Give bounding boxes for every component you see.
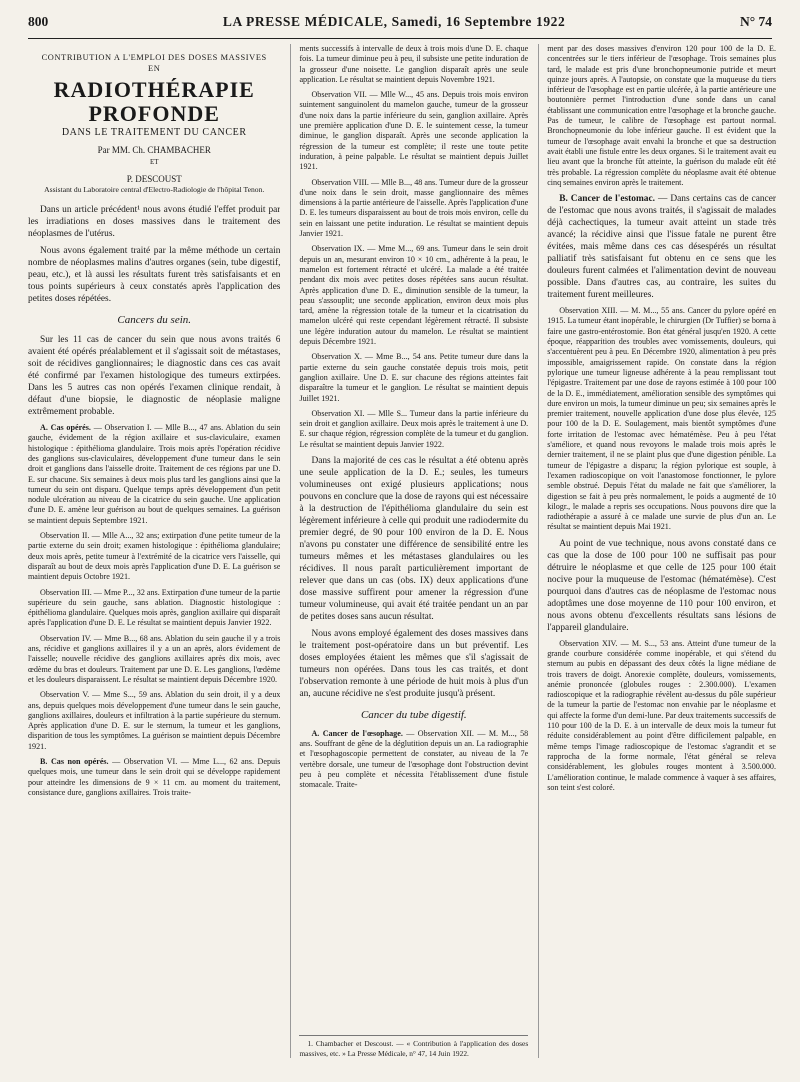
cas-non-operes-lead: B. Cas non opérés. <box>40 757 109 767</box>
article-columns <box>28 44 776 1058</box>
estomac-text: — Dans certains cas de cancer de l'estomac que nous avons traités, il s'agissait de malades déjà cachectiques, la tumeur avait atteint un stade très avancé; la récidive ainsi que l'issue fatale ne purent être évitées, mais même dans ces cas désespérés un résultat palliatif très satisfaisant fut obtenu en ce sens que les douleurs furent calmées et l'alimentation devint de nouveau possible. Dans d'autres cas, au contraire, les suites du traitement furent meilleures. <box>547 194 776 301</box>
article-kicker-en: EN <box>148 64 161 73</box>
intro-paragraph-2: Nous avons également traité par la même méthode un certain nombre de néoplasmes malins d'autres organes (sein, tube digestif, peau, etc.), et là aussi les résultats furent très satisfaisants et en tous points supérieurs à ceux constatés après l'application des petites doses répétées. <box>28 246 281 305</box>
observation-6-continued: ments successifs à intervalle de deux à trois mois d'une D. E. chaque fois. La tumeur diminue peu à peu, il subsiste une petite induration de la grosseur d'une noisette. Le ganglion disparaît après une seule application. Le résultat se maintient depuis Novembre 1921. <box>299 44 529 84</box>
estomac-paragraph <box>547 193 776 301</box>
column-1 <box>28 44 280 1058</box>
page-number: 800 <box>28 14 49 29</box>
section-heading-sein: Cancers du sein. <box>117 314 192 327</box>
article-et: ET <box>149 158 159 167</box>
journal-title: LA PRESSE MÉDICALE, Samedi, 16 Septembre 1922 <box>222 14 566 29</box>
section-heading-tube-digestif: Cancer du tube digestif. <box>360 708 467 721</box>
article-affiliation: Assistant du Laboratoire central d'Electro-Radiologie de l'hôpital Tenon. <box>44 184 265 194</box>
observation-1-text: — Observation I. — Mlle B..., 47 ans. Ablation du sein gauche, évidement de la région axillaire et sus-claviculaire, examen histologique : épithélioma glandulaire. Trois mois après l'opération récidive des ganglions sus-claviculaires, développement d'une tumeur dans le sein droit et ganglions dans l'aisselle droite. Traitement de ces régions par une D. E. sur chacune. Six semaines à deux mois plus tard les ganglions ainsi que la tumeur du sein ont disparu. Quelque temps après développement d'un petit nodule ulcération au niveau de la cicatrice du sein gauche. Une application d'une D. E. amène leur guérison au bout de quelques semaines. La guérison se maintient depuis Septembre 1921. <box>28 423 281 525</box>
page-header <box>28 14 772 39</box>
observation-12 <box>299 729 528 791</box>
observation-3: Observation III. — Mme P..., 32 ans. Extirpation d'une tumeur de la partie supérieure du sein gauche, sans ablation. Diagnostic histologique : épithélioma glandulaire. Quelques mois après, ganglion axillaire qui disparaît après l'application d'une D. E. Le résultat se maintient depuis Janvier 1922. <box>28 587 281 628</box>
oesophage-lead: A. Cancer de l'œsophage. <box>311 728 403 738</box>
observation-9: Observation IX. — Mme M..., 69 ans. Tumeur dans le sein droit depuis un an, mesurant environ 10 × 10 cm., adhérente à la peau, le mamelon est fortement rétracté et ulcéré. La malade a été traitée pendant dix mois avec petites doses répétées sans aucun résultat. Après application d'une D. E., diminution sensible de la tumeur, la peau s'assouplit; une seconde application, environ deux mois plus tard, amène la régression totale de la tumeur et la cicatrisation du mamelon ulcéré qui reste cependant légèrement rétracté. Il subsiste une légère induration autour du mamelon. Le résultat se maintient depuis Décembre 1921. <box>299 244 529 347</box>
employe-paragraph: Nous avons employé également des doses massives dans le traitement post-opératoire dans un but préventif. Les doses employées étaient les mêmes que s'il s'agissait de tumeurs non opérées. Dans tous les cas traités, et dont l'observation remonte à une période de huit mois à plus d'un an, aucune récidive ne s'est produite jusqu'à présent. <box>299 628 529 699</box>
cas-operes-lead: A. Cas opérés. <box>40 423 91 433</box>
article-subtitle: DANS LE TRAITEMENT DU CANCER <box>61 127 247 138</box>
observation-6-text: — Observation VI. — Mme L..., 62 ans. Depuis quelques mois, une tumeur dans le sein droit qui se développe rapidement pour atteindre les dimensions de 9 × 11 cm. au moment du traitement, consistance dure, ganglions axillaires. Trois traite- <box>28 757 281 797</box>
sein-intro-paragraph: Sur les 11 cas de cancer du sein que nous avons traités 6 avaient été opérés préalablement et il s'agissait soit de métastases, soit de récidives ganglionnaires; le diagnostic dans ces cas avait été confirmé par l'examen histologique des tumeurs extirpées. Dans les 5 autres cas non opérés l'examen clinique rendait, à défaut d'une biopsie, le diagnostic de néoplasie maligne extrêmement probable. <box>28 335 281 418</box>
column-2 <box>290 44 528 1058</box>
intro-paragraph-1: Dans un article précédent¹ nous avons étudié l'effet produit par les irradiations en doses massives dans le traitement des néoplasmes de l'utérus. <box>28 205 281 240</box>
observation-8: Observation VIII. — Mlle B..., 48 ans. Tumeur dure de la grosseur d'une noix dans le sein droit, masse ganglionnaire des mêmes dimensions à la partie antérieure de l'aisselle. Après l'application d'une D. E. les tumeurs disparaissent au bout de trois mois environ, celle du sein en laissant une petite induration. Le résultat se maintient depuis Janvier 1921. <box>299 177 529 239</box>
observation-12-text: — Observation XII. — M. M..., 58 ans. Souffrant de gêne de la déglutition depuis un an. La radiographie et l'œsophagoscopie permettent de constater, au niveau de la 7e vertèbre dorsale, une tumeur de l'œsophage dont l'obstruction devint peu à peu complète et nécessita l'établissement d'une fistule stomacale. Traite- <box>299 728 529 790</box>
article-title: RADIOTHÉRAPIE PROFONDE <box>53 77 255 126</box>
estomac-lead: B. Cancer de l'estomac. <box>559 194 655 205</box>
article-kicker: CONTRIBUTION A L'EMPLOI DES DOSES MASSIVES <box>41 53 267 62</box>
observation-1 <box>28 423 280 526</box>
article-title-block <box>28 52 280 194</box>
footnote <box>299 1035 528 1058</box>
issue-number: N° 74 <box>739 14 772 29</box>
observation-4: Observation IV. — Mme B..., 68 ans. Ablation du sein gauche il y a trois ans, récidive et ganglions axillaires il y a un an après, alors évidement de l'aisselle; nouvelle récidive des ganglions axillaires après dix mois, avec œdème du bras et douleurs. Traitement par une D. E. Les ganglions, l'œdème et les douleurs disparaissent. Le résultat se maintient depuis Décembre 1920. <box>28 633 281 684</box>
article-authors: Par MM. Ch. CHAMBACHER <box>97 144 211 155</box>
technique-paragraph: Au point de vue technique, nous avons constaté dans ce cas que la dose de 100 pour 100 ne suffisait pas pour détruire le néoplasme et que celle de 125 pour 100 était nocive pour la muqueuse de l'estomac (hématémèse). C'est pourquoi dans d'autres cas de néoplasme de l'estomac nous adoptâmes une dose moyenne de 110 pour 100 environ, et nous avons obtenu d'excellents résultats sans lésions de l'appareil glandulaire. <box>547 538 776 633</box>
column-3 <box>538 44 776 1058</box>
observation-12-continued: ment par des doses massives d'environ 120 pour 100 de la D. E. concentrées sur le tiers inférieur de l'œsophage. Trois semaines plus tard, le malade est pris d'une bronchopneumonie putride et meurt quinze jours après. A l'autopsie, on constate que la muqueuse du tiers inférieur de l'œsophage est en partie ulcérée, à la partie antérieure une boutonnière permet l'introduction d'une sonde dans un canal établissant une communication entre l'œsophage et la bronche gauche. Pas de tumeur, le calibre de l'œsophage est partout normal. Bronchopneumonie du lobe inférieur gauche. Il est évident que la tumeur de l'œsophage avait envahi la bronche et que sa destruction avait établi une fistule entre les deux organes. Si le traitement avait eu lieu avant que la bronche fût atteinte, la guérison du malade eût été très probable. La régression complète du néoplasme avait été obtenue cinq semaines environ après le traitement. <box>547 44 776 187</box>
observation-13: Observation XIII. — M. M..., 55 ans. Cancer du pylore opéré en 1915. La tumeur étant inopérable, le chirurgien (Dr Tuffier) se borna à faire une gastro-entérostomie. Bon état général jusqu'en 1920. A cette époque, réapparition des troubles avec vomissements, douleurs, qui s'accentuèrent peu à peu. En Décembre 1920, alimentation à peu près impossible, amaigrissement rapide. On constate dans la région pylorique une tumeur ligneuse adhérente à la peau remplissant tout l'épigastre. Traitement par une dose de rayons estimée à 100 pour 100 de la D. E., immédiatement, amélioration sensible des symptômes qui dure environ un mois, la tumeur diminue un peu; six semaines après le premier traitement, nouvelle application d'une dose plus élevée, 125 pour 100 de la D. E. Soulagement, mais bientôt symptômes d'une forte irritation de l'estomac avec hématémèse. Peu à peu l'état s'améliore, et quand nous revoyons le malade trois mois après le dernier traitement, il ne se plaint plus que d'une digestion pénible. La tumeur de l'épigastre a disparu; la région pylorique est souple, à l'examen radioscopique on voit l'anastomose fonctionner, le pylore semble obstrué. Depuis l'état du malade ne fait que s'améliorer, la digestion se fait à peu près normalement, le poids a augmenté de 10 kilogr., le malade a repris ses occupations. Nous pouvons dire que la radiothérapie a assuré à ce malade une survie de plus d'un an. Le résultat se maintient depuis Mai 1921. <box>547 306 776 532</box>
observation-7: Observation VII. — Mlle W..., 45 ans. Depuis trois mois environ suintement sanguinolent du mamelon gauche, tumeur de la grosseur d'une noix dans la partie inférieure du sein, ganglion axillaire. Après une première application d'une D. E. le suintement cesse, la tumeur diminue, le ganglion disparaît. Après une seconde application la régression de la tumeur est complète; il reste une toute petite induration, à peine palpable. Le résultat se maintient depuis Juillet 1921. <box>299 90 529 172</box>
footnote-text: 1. Chambacher et Descoust. — « Contribution à l'application des doses massives, etc. » La Presse Médicale, n° 47, 14 Juin 1922. <box>299 1039 529 1058</box>
observation-2: Observation II. — Mlle A..., 32 ans; extirpation d'une petite tumeur de la partie externe du sein droit; examen histologique : épithélioma glandulaire; deux mois après, petite tumeur à l'extrémité de la cicatrice vers l'aisselle, qui disparaît au bout de deux mois après l'application d'une D. E. La guérison se maintient depuis Octobre 1921. <box>28 531 281 582</box>
observation-10: Observation X. — Mme B..., 54 ans. Petite tumeur dure dans la partie externe du sein gauche constatée depuis trois mois, petit ganglion axillaire. Une D. E. sur chacune des régions atteintes fait disparaître la tumeur et le ganglion. Le résultat se maintient depuis Juillet 1921. <box>299 352 529 403</box>
observation-6 <box>28 757 280 798</box>
observation-11: Observation XI. — Mlle S... Tumeur dans la partie inférieure du sein droit et ganglion axillaire. Deux mois après le traitement à une D. E. sur chaque région, régression complète de la tumeur et du ganglion. Le résultat se maintient depuis Janvier 1922. <box>299 408 529 449</box>
observation-5: Observation V. — Mme S..., 59 ans. Ablation du sein droit, il y a deux ans, depuis quelques mois développement d'une tumeur dans le sein gauche, ganglions axillaires, douleurs et infiltration à la partie supérieure du sternum. Après application d'une D. E. sur le sternum, la tumeur et les ganglions, disparition de tous les symptômes. La guérison se maintient depuis Décembre 1921. <box>28 690 281 751</box>
article-author2: P. DESCOUST <box>126 174 182 185</box>
observation-14: Observation XIV. — M. S..., 53 ans. Atteint d'une tumeur de la grande courbure considérée comme inopérable, et qui s'étend du sternum au pubis en dépassant des deux côtés la ligne médiane de trois travers de doigt. Anorexie complète, douleurs, vomissements, anémie prononcée (globules rouges : 2.300.000). L'examen radioscopique et la radiographie révèlent au-dessus du pôle supérieur de la tumeur la partie de l'estomac non envahie par le néoplasme et qui affecte la forme d'un demi-lune. Par deux traitements successifs de 110 pour 100 de la D. E. à un intervalle de deux mois la tumeur fut réduite considérablement au point d'être difficilement palpable, en même temps l'image radioscopique de l'estomac s'agrandit et se rapprocha de la forme normale, l'état général se releva considérablement, les globules rouges montent à 3.500.000. L'amélioration continue, le malade commence à vaquer à ses affaires, son teint s'est coloré. <box>547 638 776 792</box>
majorite-paragraph: Dans la majorité de ces cas le résultat a été obtenu après une seule application de la D. E.; seules, les tumeurs volumineuses ont exigé plusieurs applications; nous pouvons en conclure que la dose de rayons qui est nécessaire à la destruction de l'épithélioma glandulaire du sein est légèrement inférieure à celle qui produit une radiodermite du premier degré, de 90 pour 100 environ de la D. E. Nous n'avons pu constater une différence de sensibilité entre les tumeurs mêmes et les métastases glandulaires ou les récidives. Il nous paraît particulièrement important de relever que dans un cas (obs. IX) deux applications d'une dose massive suffirent pour amener la régression d'une tumeur volumineuse, qui avait été traitée pendant un an par de petites doses sans aucun résultat. <box>299 455 529 622</box>
